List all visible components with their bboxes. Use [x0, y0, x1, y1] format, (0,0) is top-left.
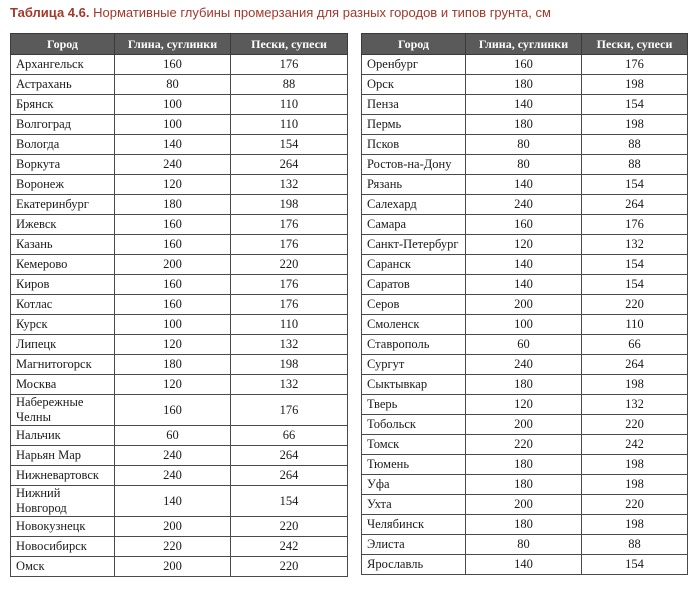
city-cell: Набережные Челны — [11, 395, 115, 426]
table-row — [362, 155, 688, 175]
city-cell: Смоленск — [362, 315, 466, 335]
city-cell: Брянск — [11, 95, 115, 115]
sand-depth-cell: 198 — [231, 195, 348, 215]
clay-depth-cell: 200 — [115, 557, 231, 577]
clay-depth-cell: 140 — [466, 555, 582, 575]
clay-depth-cell: 200 — [115, 255, 231, 275]
city-cell: Салехард — [362, 195, 466, 215]
sand-depth-cell: 220 — [231, 557, 348, 577]
clay-depth-cell: 160 — [115, 395, 231, 426]
clay-depth-cell: 160 — [115, 235, 231, 255]
city-cell: Казань — [11, 235, 115, 255]
table-row — [11, 375, 348, 395]
city-cell: Рязань — [362, 175, 466, 195]
sand-depth-cell: 198 — [582, 475, 688, 495]
sand-depth-cell: 220 — [582, 415, 688, 435]
sand-depth-cell: 176 — [231, 55, 348, 75]
table-row — [11, 517, 348, 537]
clay-depth-cell: 100 — [115, 95, 231, 115]
city-cell: Москва — [11, 375, 115, 395]
sand-depth-cell: 176 — [231, 215, 348, 235]
city-cell: Ростов-на-Дону — [362, 155, 466, 175]
table-row — [362, 415, 688, 435]
table-row — [362, 515, 688, 535]
sand-depth-cell: 220 — [231, 255, 348, 275]
city-cell: Ижевск — [11, 215, 115, 235]
clay-depth-cell: 200 — [466, 295, 582, 315]
city-cell: Ставрополь — [362, 335, 466, 355]
table-row — [11, 486, 348, 517]
table-row — [362, 215, 688, 235]
table-row — [362, 495, 688, 515]
sand-depth-cell: 154 — [582, 255, 688, 275]
city-cell: Челябинск — [362, 515, 466, 535]
city-cell: Саратов — [362, 275, 466, 295]
freeze-depth-table-left — [10, 33, 348, 577]
table-row — [11, 335, 348, 355]
sand-depth-cell: 132 — [582, 235, 688, 255]
caption-number: Таблица 4.6. — [10, 5, 90, 20]
city-cell: Новокузнецк — [11, 517, 115, 537]
clay-depth-cell: 180 — [466, 375, 582, 395]
table-row — [11, 195, 348, 215]
sand-depth-cell: 132 — [231, 335, 348, 355]
sand-depth-cell: 154 — [582, 95, 688, 115]
city-cell: Элиста — [362, 535, 466, 555]
clay-depth-cell: 200 — [466, 415, 582, 435]
freeze-depth-table-right — [361, 33, 688, 575]
table-row — [11, 95, 348, 115]
sand-depth-cell: 176 — [231, 275, 348, 295]
table-row — [362, 175, 688, 195]
clay-depth-cell: 140 — [115, 135, 231, 155]
clay-depth-cell: 80 — [466, 135, 582, 155]
city-cell: Киров — [11, 275, 115, 295]
sand-depth-cell: 110 — [231, 95, 348, 115]
clay-depth-cell: 220 — [115, 537, 231, 557]
city-cell: Сыктывкар — [362, 375, 466, 395]
sand-depth-cell: 198 — [231, 355, 348, 375]
table-row — [362, 115, 688, 135]
table-row — [11, 355, 348, 375]
clay-depth-cell: 220 — [466, 435, 582, 455]
sand-depth-cell: 220 — [582, 495, 688, 515]
clay-depth-cell: 240 — [115, 155, 231, 175]
table-row — [11, 215, 348, 235]
column-header-clay: Глина, суглинки — [466, 34, 582, 55]
clay-depth-cell: 140 — [115, 486, 231, 517]
table-row — [362, 255, 688, 275]
clay-depth-cell: 120 — [466, 395, 582, 415]
clay-depth-cell: 240 — [115, 466, 231, 486]
clay-depth-cell: 140 — [466, 95, 582, 115]
clay-depth-cell: 180 — [466, 455, 582, 475]
sand-depth-cell: 132 — [582, 395, 688, 415]
clay-depth-cell: 100 — [466, 315, 582, 335]
city-cell: Воронеж — [11, 175, 115, 195]
sand-depth-cell: 132 — [231, 175, 348, 195]
city-cell: Нарьян Мар — [11, 446, 115, 466]
column-header-city: Город — [362, 34, 466, 55]
table-row — [362, 275, 688, 295]
column-header-sand: Пески, супеси — [582, 34, 688, 55]
sand-depth-cell: 198 — [582, 75, 688, 95]
clay-depth-cell: 160 — [115, 55, 231, 75]
city-cell: Пермь — [362, 115, 466, 135]
clay-depth-cell: 240 — [466, 355, 582, 375]
table-row — [11, 275, 348, 295]
city-cell: Нижневартовск — [11, 466, 115, 486]
table-row — [362, 295, 688, 315]
sand-depth-cell: 132 — [231, 375, 348, 395]
city-cell: Орск — [362, 75, 466, 95]
city-cell: Екатеринбург — [11, 195, 115, 215]
table-row — [362, 535, 688, 555]
table-row — [11, 537, 348, 557]
sand-depth-cell: 176 — [231, 295, 348, 315]
city-cell: Нижний Новгород — [11, 486, 115, 517]
city-cell: Кемерово — [11, 255, 115, 275]
city-cell: Курск — [11, 315, 115, 335]
city-cell: Санкт-Петербург — [362, 235, 466, 255]
clay-depth-cell: 180 — [466, 75, 582, 95]
clay-depth-cell: 120 — [115, 375, 231, 395]
table-row — [362, 375, 688, 395]
table-row — [11, 395, 348, 426]
city-cell: Нальчик — [11, 426, 115, 446]
table-row — [11, 466, 348, 486]
sand-depth-cell: 176 — [231, 395, 348, 426]
sand-depth-cell: 154 — [582, 555, 688, 575]
clay-depth-cell: 180 — [466, 115, 582, 135]
table-row — [362, 335, 688, 355]
table-row — [362, 195, 688, 215]
clay-depth-cell: 60 — [466, 335, 582, 355]
table-row — [362, 235, 688, 255]
table-body-right — [362, 55, 688, 575]
table-row — [362, 75, 688, 95]
city-cell: Воркута — [11, 155, 115, 175]
table-row — [11, 426, 348, 446]
city-cell: Новосибирск — [11, 537, 115, 557]
city-cell: Липецк — [11, 335, 115, 355]
table-row — [11, 295, 348, 315]
city-cell: Волгоград — [11, 115, 115, 135]
city-cell: Тверь — [362, 395, 466, 415]
table-row — [11, 175, 348, 195]
table-row — [11, 75, 348, 95]
sand-depth-cell: 110 — [582, 315, 688, 335]
clay-depth-cell: 180 — [115, 195, 231, 215]
clay-depth-cell: 160 — [115, 215, 231, 235]
table-row — [362, 355, 688, 375]
table-row — [362, 435, 688, 455]
clay-depth-cell: 140 — [466, 275, 582, 295]
table-row — [11, 255, 348, 275]
city-cell: Саранск — [362, 255, 466, 275]
table-row — [11, 155, 348, 175]
clay-depth-cell: 200 — [466, 495, 582, 515]
clay-depth-cell: 80 — [466, 535, 582, 555]
table-row — [362, 135, 688, 155]
table-row — [11, 235, 348, 255]
table-row — [362, 455, 688, 475]
sand-depth-cell: 110 — [231, 315, 348, 335]
clay-depth-cell: 160 — [466, 55, 582, 75]
city-cell: Тюмень — [362, 455, 466, 475]
sand-depth-cell: 154 — [231, 486, 348, 517]
table-caption — [10, 5, 551, 20]
city-cell: Тобольск — [362, 415, 466, 435]
city-cell: Астрахань — [11, 75, 115, 95]
sand-depth-cell: 88 — [231, 75, 348, 95]
column-header-city: Город — [11, 34, 115, 55]
table-row — [362, 55, 688, 75]
city-cell: Оренбург — [362, 55, 466, 75]
clay-depth-cell: 160 — [115, 295, 231, 315]
sand-depth-cell: 154 — [231, 135, 348, 155]
table-row — [11, 135, 348, 155]
table-header-row — [362, 34, 688, 55]
clay-depth-cell: 120 — [466, 235, 582, 255]
caption-text: Нормативные глубины промерзания для разных городов и типов грунта, см — [93, 5, 551, 20]
clay-depth-cell: 160 — [115, 275, 231, 295]
city-cell: Самара — [362, 215, 466, 235]
clay-depth-cell: 180 — [466, 475, 582, 495]
clay-depth-cell: 120 — [115, 335, 231, 355]
sand-depth-cell: 66 — [582, 335, 688, 355]
clay-depth-cell: 240 — [466, 195, 582, 215]
clay-depth-cell: 240 — [115, 446, 231, 466]
sand-depth-cell: 242 — [231, 537, 348, 557]
column-header-sand: Пески, супеси — [231, 34, 348, 55]
city-cell: Ухта — [362, 495, 466, 515]
city-cell: Вологда — [11, 135, 115, 155]
sand-depth-cell: 154 — [582, 175, 688, 195]
city-cell: Омск — [11, 557, 115, 577]
sand-depth-cell: 264 — [582, 195, 688, 215]
clay-depth-cell: 80 — [115, 75, 231, 95]
sand-depth-cell: 88 — [582, 535, 688, 555]
sand-depth-cell: 242 — [582, 435, 688, 455]
sand-depth-cell: 154 — [582, 275, 688, 295]
city-cell: Томск — [362, 435, 466, 455]
clay-depth-cell: 100 — [115, 315, 231, 335]
table-row — [11, 115, 348, 135]
clay-depth-cell: 120 — [115, 175, 231, 195]
sand-depth-cell: 264 — [231, 446, 348, 466]
city-cell: Магнитогорск — [11, 355, 115, 375]
table-header-row — [11, 34, 348, 55]
sand-depth-cell: 198 — [582, 455, 688, 475]
table-row — [362, 395, 688, 415]
clay-depth-cell: 160 — [466, 215, 582, 235]
table-body-left — [11, 55, 348, 577]
sand-depth-cell: 264 — [582, 355, 688, 375]
city-cell: Архангельск — [11, 55, 115, 75]
table-row — [362, 315, 688, 335]
sand-depth-cell: 176 — [582, 215, 688, 235]
sand-depth-cell: 220 — [231, 517, 348, 537]
sand-depth-cell: 264 — [231, 155, 348, 175]
table-row — [11, 55, 348, 75]
city-cell: Котлас — [11, 295, 115, 315]
sand-depth-cell: 198 — [582, 375, 688, 395]
table-row — [11, 446, 348, 466]
clay-depth-cell: 80 — [466, 155, 582, 175]
table-row — [362, 475, 688, 495]
sand-depth-cell: 88 — [582, 135, 688, 155]
city-cell: Пенза — [362, 95, 466, 115]
table-row — [362, 95, 688, 115]
column-header-clay: Глина, суглинки — [115, 34, 231, 55]
city-cell: Ярославль — [362, 555, 466, 575]
city-cell: Сургут — [362, 355, 466, 375]
clay-depth-cell: 200 — [115, 517, 231, 537]
sand-depth-cell: 198 — [582, 515, 688, 535]
city-cell: Серов — [362, 295, 466, 315]
clay-depth-cell: 140 — [466, 175, 582, 195]
city-cell: Псков — [362, 135, 466, 155]
clay-depth-cell: 140 — [466, 255, 582, 275]
clay-depth-cell: 180 — [115, 355, 231, 375]
sand-depth-cell: 198 — [582, 115, 688, 135]
city-cell: Уфа — [362, 475, 466, 495]
sand-depth-cell: 66 — [231, 426, 348, 446]
sand-depth-cell: 264 — [231, 466, 348, 486]
sand-depth-cell: 220 — [582, 295, 688, 315]
clay-depth-cell: 180 — [466, 515, 582, 535]
clay-depth-cell: 100 — [115, 115, 231, 135]
sand-depth-cell: 88 — [582, 155, 688, 175]
sand-depth-cell: 176 — [231, 235, 348, 255]
sand-depth-cell: 176 — [582, 55, 688, 75]
sand-depth-cell: 110 — [231, 115, 348, 135]
clay-depth-cell: 60 — [115, 426, 231, 446]
table-row — [11, 315, 348, 335]
table-row — [11, 557, 348, 577]
table-row — [362, 555, 688, 575]
